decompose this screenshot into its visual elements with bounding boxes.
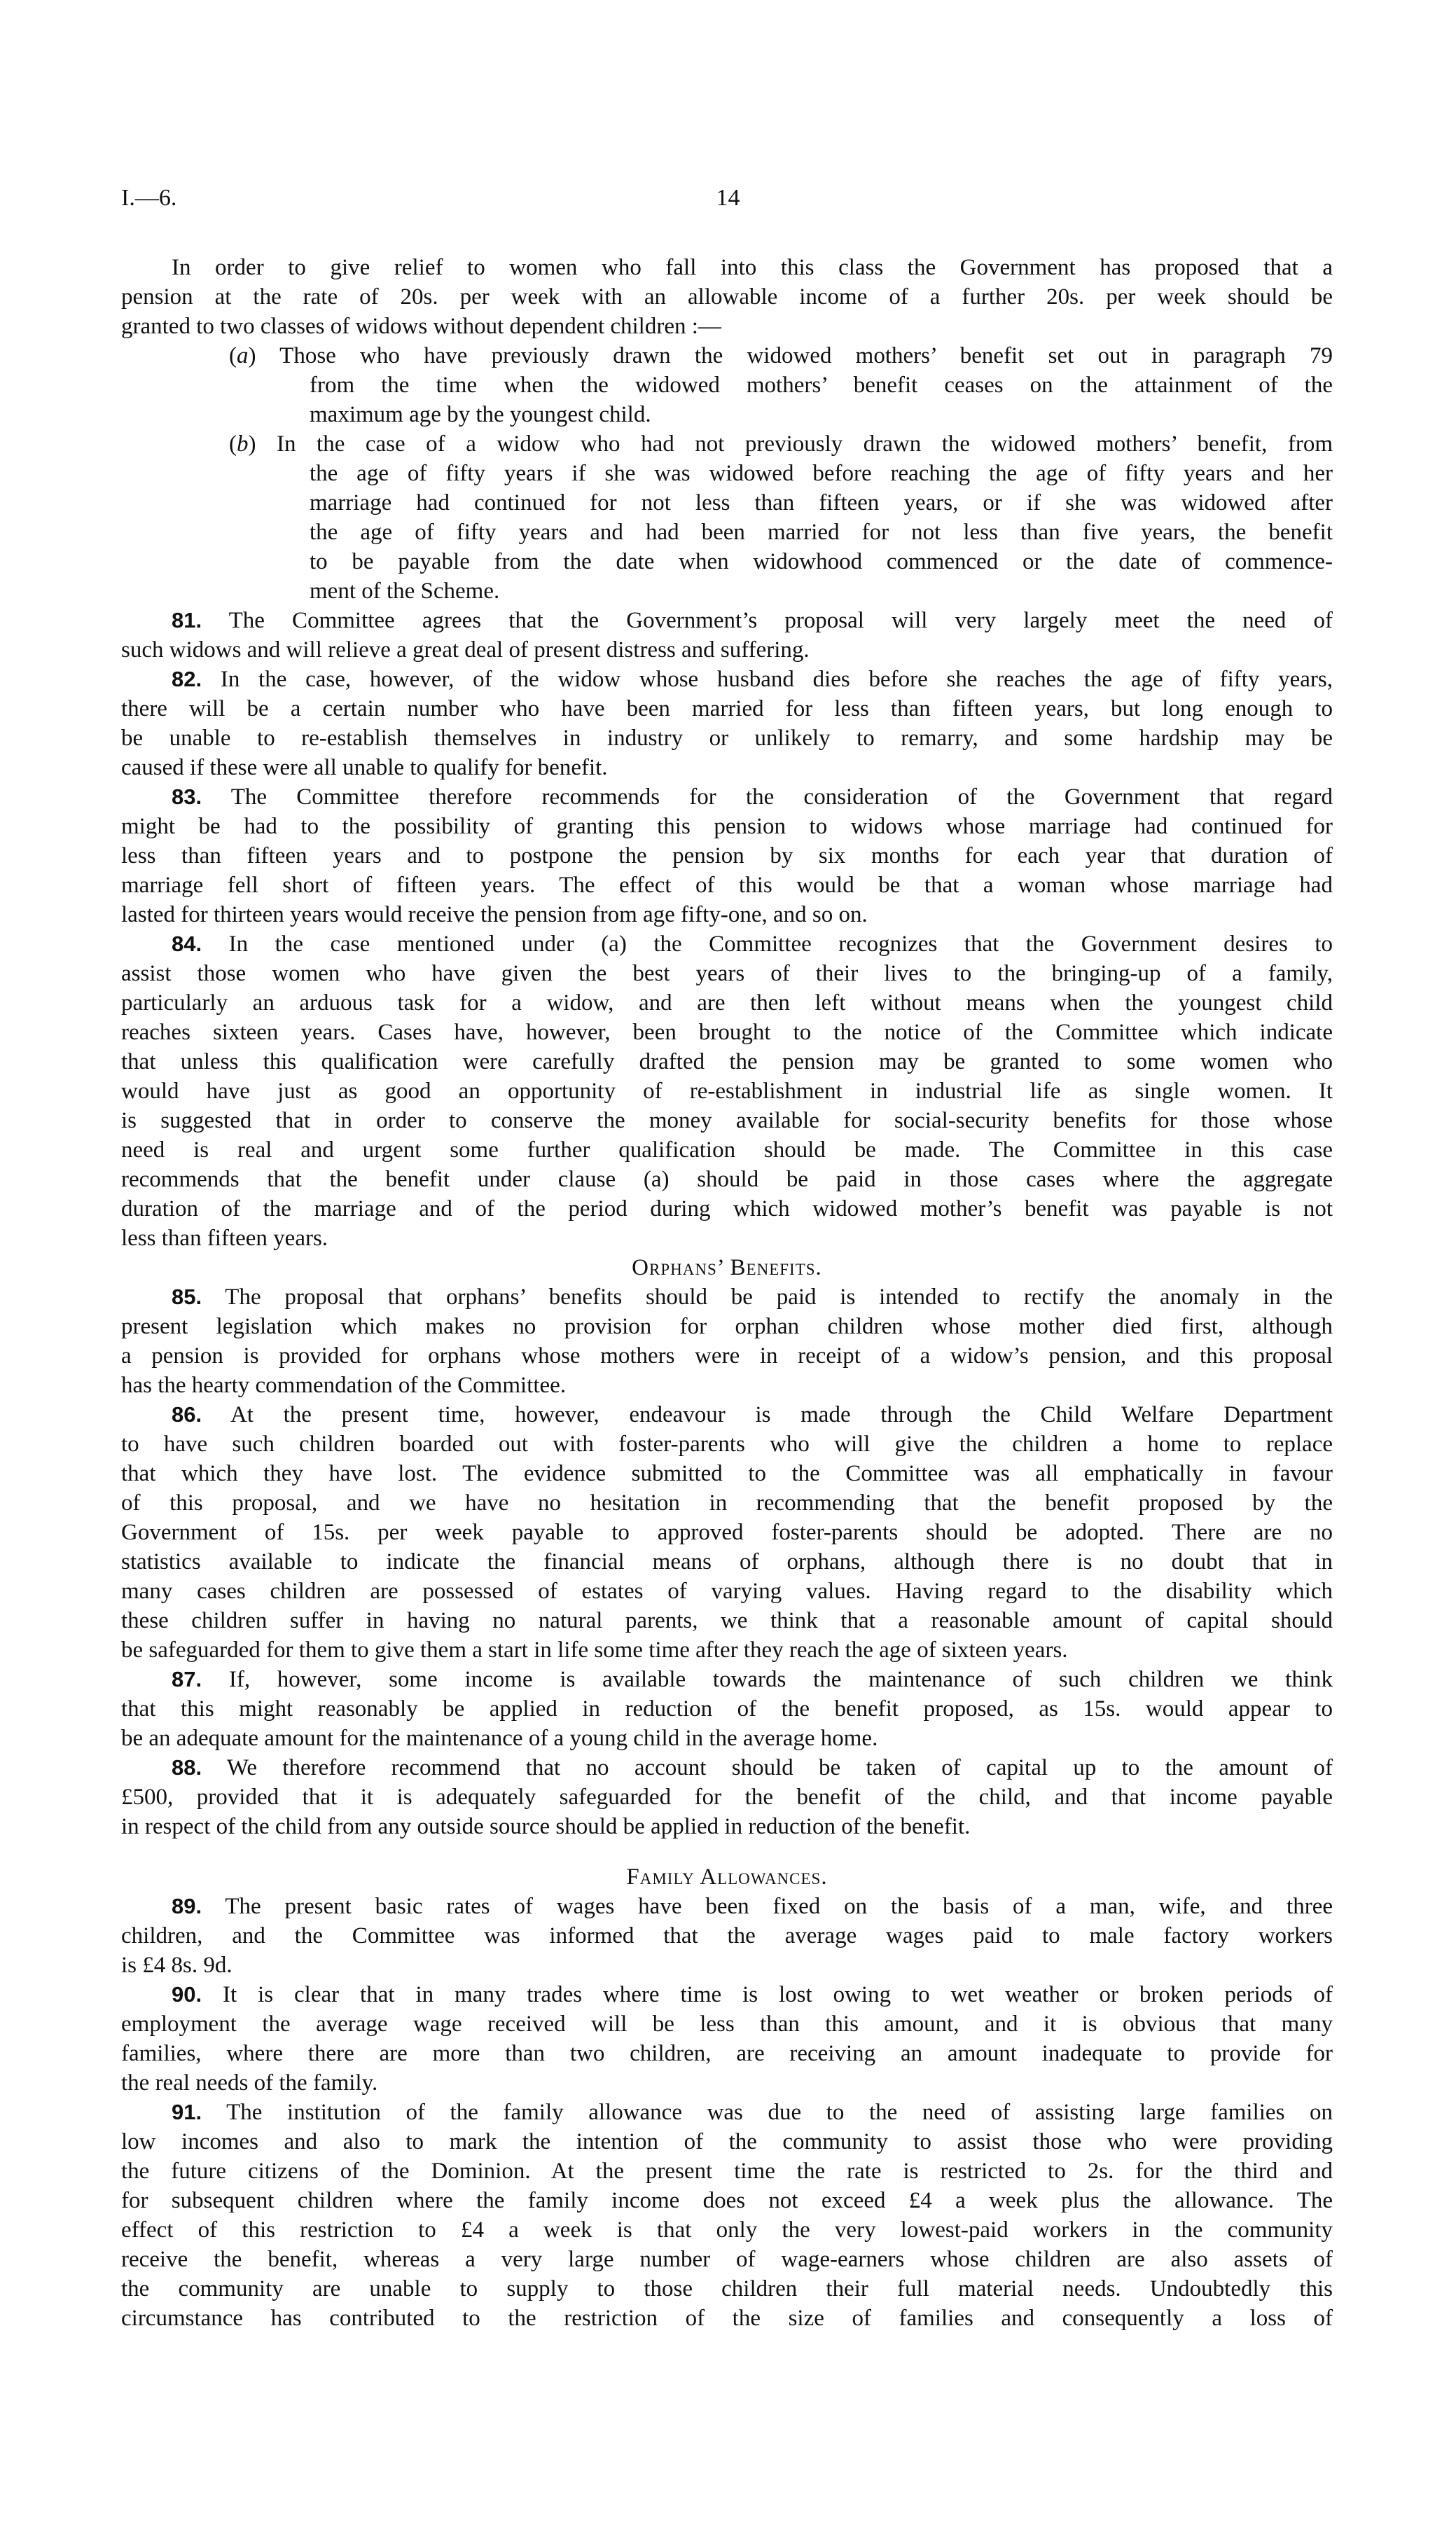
text-line (121, 782, 1333, 812)
text-line (121, 1371, 1333, 1400)
line-text: children, and the Committee was informed that the average wages paid to male factory workers (121, 1923, 1333, 1948)
page-number: 14 (716, 185, 740, 211)
paragraph-number: 82. (172, 667, 202, 691)
paragraph (121, 665, 1333, 782)
line-text: be unable to re-establish themselves in industry or unlikely to remarry, and some hardship may be (121, 726, 1333, 751)
text-line (121, 1429, 1333, 1459)
paragraph-number: 83. (172, 784, 202, 809)
paragraph-number: 85. (172, 1285, 202, 1309)
line-text: less than fifteen years. (121, 1226, 328, 1251)
line-text: less than fifteen years and to postpone the pension by six months for each year that duration of (121, 843, 1333, 868)
text-line (121, 694, 1333, 723)
text-line (121, 1665, 1333, 1694)
line-text: a pension is provided for orphans whose mothers were in receipt of a widow’s pension, and this proposal (121, 1343, 1333, 1369)
text-line (121, 1312, 1333, 1341)
line-text: marriage fell short of fifteen years. The effect of this would be that a woman whose marriage had (121, 873, 1333, 898)
text-line (121, 606, 1333, 635)
list-item (121, 341, 1333, 429)
paragraph (121, 253, 1333, 341)
text-line (121, 1459, 1333, 1488)
text-line (121, 2156, 1333, 2186)
document-body (121, 253, 1333, 2333)
line-text: particularly an arduous task for a widow, and are then left without means when the youngest child (121, 990, 1333, 1016)
paragraph-number: 88. (172, 1755, 202, 1780)
document-reference: I.—6. (121, 185, 177, 211)
line-text: Government of 15s. per week payable to approved foster-parents should be adopted. There are no (121, 1520, 1333, 1545)
line-text: In the case, however, of the widow whose husband dies before she reaches the age of fifty years, (220, 667, 1333, 692)
text-line (121, 2215, 1333, 2245)
text-line (121, 1224, 1333, 1253)
line-text: there will be a certain number who have been married for less than fifteen years, but long enough to (121, 696, 1333, 721)
line-text: The present basic rates of wages have been fixed on the basis of a man, wife, and three (225, 1894, 1333, 1919)
section-heading: Orphans’ Benefits. (632, 1255, 822, 1280)
section-heading: Family Allowances. (626, 1864, 828, 1890)
line-text: assist those women who have given the best years of their lives to the bringing-up of a family, (121, 961, 1333, 986)
text-line (121, 665, 1333, 694)
text-line (121, 312, 1333, 341)
paragraph (121, 1753, 1333, 1841)
paragraph-number: 90. (172, 1982, 202, 2007)
line-text: We therefore recommend that no account should be taken of capital up to the amount of (226, 1755, 1333, 1780)
line-text: effect of this restriction to £4 a week is that only the very lowest-paid workers in the community (121, 2217, 1333, 2243)
paragraph-number: 84. (172, 932, 202, 956)
paragraph (121, 1665, 1333, 1753)
paragraph (121, 2098, 1333, 2333)
line-text: At the present time, however, endeavour is made through the Child Welfare Department (230, 1402, 1333, 1427)
text-line (121, 282, 1333, 312)
line-text: is £4 8s. 9d. (121, 1953, 233, 1978)
text-line (121, 900, 1333, 929)
text-line (121, 2274, 1333, 2304)
text-line (121, 2186, 1333, 2215)
text-line (121, 929, 1333, 959)
line-text: families, where there are more than two children, are receiving an amount inadequate to provide for (121, 2041, 1333, 2066)
text-line (121, 753, 1333, 782)
paragraph-number: 89. (172, 1894, 202, 1918)
text-line (121, 1518, 1333, 1547)
line-text: In order to give relief to women who fall into this class the Government has proposed that a (172, 255, 1333, 280)
text-line (121, 488, 1333, 518)
text-line (121, 1577, 1333, 1606)
line-text: In the case of a widow who had not previously drawn the widowed mothers’ benefit, from (277, 431, 1333, 457)
text-line (121, 1018, 1333, 1047)
paragraph (121, 606, 1333, 665)
text-line (121, 1135, 1333, 1165)
text-line (121, 2039, 1333, 2068)
line-text: pension at the rate of 20s. per week with an allowable income of a further 20s. per week should be (121, 284, 1333, 310)
text-line (121, 2098, 1333, 2127)
text-line (121, 518, 1333, 547)
line-text: duration of the marriage and of the period during which widowed mother’s benefit was payable is not (121, 1196, 1333, 1221)
line-text: The Committee therefore recommends for the consideration of the Government that regard (230, 784, 1333, 810)
text-line (121, 1400, 1333, 1429)
line-text: need is real and urgent some further qualification should be made. The Committee in this case (121, 1137, 1333, 1163)
text-line (121, 1694, 1333, 1724)
line-text: present legislation which makes no provision for orphan children whose mother died first, although (121, 1314, 1333, 1339)
text-line (121, 1194, 1333, 1224)
text-line (121, 959, 1333, 988)
line-text: If, however, some income is available towards the maintenance of such children we think (228, 1667, 1333, 1692)
line-text: from the time when the widowed mothers’ benefit ceases on the attainment of the (310, 373, 1333, 398)
line-text: statistics available to indicate the financial means of orphans, although there is no doubt that in (121, 1549, 1333, 1574)
paragraph-number: 81. (172, 608, 202, 632)
text-line (121, 1547, 1333, 1577)
list-item (121, 429, 1333, 606)
text-line (121, 2127, 1333, 2156)
text-line (121, 1282, 1333, 1312)
text-line (121, 841, 1333, 871)
line-text: reaches sixteen years. Cases have, however, been brought to the notice of the Committee which indicate (121, 1020, 1333, 1045)
text-line (121, 400, 1333, 429)
line-text: low incomes and also to mark the intention of the community to assist those who were providing (121, 2129, 1333, 2154)
text-line (121, 1606, 1333, 1635)
text-line (121, 2304, 1333, 2333)
line-text: the real needs of the family. (121, 2070, 378, 2096)
line-text: recommends that the benefit under clause (a) should be paid in those cases where the aggregate (121, 1167, 1333, 1192)
line-text: The institution of the family allowance was due to the need of assisting large families on (226, 2100, 1333, 2125)
line-text: the future citizens of the Dominion. At the present time the rate is restricted to 2s. for the third and (121, 2159, 1333, 2184)
line-text: these children suffer in having no natural parents, we think that a reasonable amount of capital should (121, 1608, 1333, 1633)
item-label: (b) (229, 431, 256, 457)
line-text: that unless this qualification were carefully drafted the pension may be granted to some women who (121, 1049, 1333, 1074)
text-line (121, 341, 1333, 371)
line-text: circumstance has contributed to the restriction of the size of families and consequently a loss of (121, 2306, 1333, 2331)
text-line (121, 371, 1333, 400)
line-text: the age of fifty years and had been married for not less than five years, the benefit (310, 520, 1333, 545)
text-line (121, 1635, 1333, 1665)
text-line (121, 1724, 1333, 1753)
line-text: would have just as good an opportunity of re-establishment in industrial life as single women. It (121, 1079, 1333, 1104)
text-line (121, 2068, 1333, 2098)
line-text: the community are unable to supply to those children their full material needs. Undoubtedly this (121, 2276, 1333, 2301)
paragraph (121, 1400, 1333, 1665)
text-line (121, 576, 1333, 606)
text-line (121, 1488, 1333, 1518)
text-line (121, 1753, 1333, 1782)
line-text: granted to two classes of widows without dependent children :— (121, 314, 721, 339)
text-line (121, 253, 1333, 282)
text-line (121, 2245, 1333, 2274)
line-text: The proposal that orphans’ benefits should be paid is intended to rectify the anomaly in the (225, 1285, 1333, 1310)
text-line (121, 2009, 1333, 2039)
line-text: many cases children are possessed of estates of varying values. Having regard to the disability which (121, 1579, 1333, 1604)
line-text: £500, provided that it is adequately safeguarded for the benefit of the child, and that income payable (121, 1785, 1333, 1810)
text-line (121, 459, 1333, 488)
paragraph (121, 782, 1333, 929)
text-line (121, 1782, 1333, 1812)
paragraph-number: 87. (172, 1667, 202, 1691)
line-text: maximum age by the youngest child. (310, 402, 651, 427)
line-text: of this proposal, and we have no hesitation in recommending that the benefit proposed by the (121, 1490, 1333, 1516)
line-text: It is clear that in many trades where time is lost owing to wet weather or broken periods of (223, 1982, 1333, 2007)
text-line (121, 547, 1333, 576)
line-text: The Committee agrees that the Government’s proposal will very largely meet the need of (228, 608, 1333, 633)
text-line (121, 635, 1333, 665)
text-line (121, 1812, 1333, 1841)
text-line (121, 1106, 1333, 1135)
text-line (121, 1951, 1333, 1980)
paragraph (121, 1282, 1333, 1400)
line-text: in respect of the child from any outside source should be applied in reduction of the benefit. (121, 1814, 971, 1839)
paragraph-number: 91. (172, 2100, 202, 2124)
line-text: marriage had continued for not less than fifteen years, or if she was widowed after (310, 490, 1333, 515)
line-text: Those who have previously drawn the widowed mothers’ benefit set out in paragraph 79 (279, 343, 1333, 368)
line-text: employment the average wage received will be less than this amount, and it is obvious that many (121, 2012, 1333, 2037)
line-text: for subsequent children where the family income does not exceed £4 a week plus the allowance. The (121, 2188, 1333, 2213)
text-line (121, 723, 1333, 753)
text-line (121, 871, 1333, 900)
line-text: might be had to the possibility of granting this pension to widows whose marriage had continued for (121, 814, 1333, 839)
paragraph (121, 1892, 1333, 1980)
line-text: ment of the Scheme. (310, 579, 500, 604)
line-text: that this might reasonably be applied in reduction of the benefit proposed, as 15s. would appear to (121, 1696, 1333, 1722)
text-line (121, 429, 1333, 459)
text-line (121, 1076, 1333, 1106)
paragraph-number: 86. (172, 1402, 202, 1427)
line-text: the age of fifty years if she was widowed before reaching the age of fifty years and her (310, 461, 1333, 486)
line-text: has the hearty commendation of the Committee. (121, 1373, 567, 1398)
line-text: be safeguarded for them to give them a start in life some time after they reach the age of sixteen years. (121, 1637, 1068, 1663)
line-text: lasted for thirteen years would receive the pension from age fifty-one, and so on. (121, 902, 868, 927)
text-line (121, 1921, 1333, 1951)
line-text: that which they have lost. The evidence submitted to the Committee was all emphatically in favour (121, 1461, 1333, 1486)
text-line (121, 812, 1333, 841)
text-line (121, 1980, 1333, 2009)
text-line (121, 988, 1333, 1018)
line-text: to be payable from the date when widowhood commenced or the date of commence- (310, 549, 1333, 574)
line-text: In the case mentioned under (a) the Committee recognizes that the Government desires to (228, 932, 1333, 957)
line-text: receive the benefit, whereas a very large number of wage-earners whose children are also assets of (121, 2247, 1333, 2272)
line-text: caused if these were all unable to qualify for benefit. (121, 755, 608, 780)
paragraph (121, 929, 1333, 1253)
text-line (121, 1892, 1333, 1921)
text-line (121, 1047, 1333, 1076)
line-text: to have such children boarded out with foster-parents who will give the children a home to replace (121, 1432, 1333, 1457)
item-label: (a) (229, 343, 256, 368)
line-text: is suggested that in order to conserve the money available for social-security benefits for those whose (121, 1108, 1333, 1133)
paragraph (121, 1980, 1333, 2098)
text-line (121, 1341, 1333, 1371)
line-text: such widows and will relieve a great deal of present distress and suffering. (121, 637, 810, 663)
text-line (121, 1165, 1333, 1194)
line-text: be an adequate amount for the maintenance of a young child in the average home. (121, 1726, 878, 1751)
